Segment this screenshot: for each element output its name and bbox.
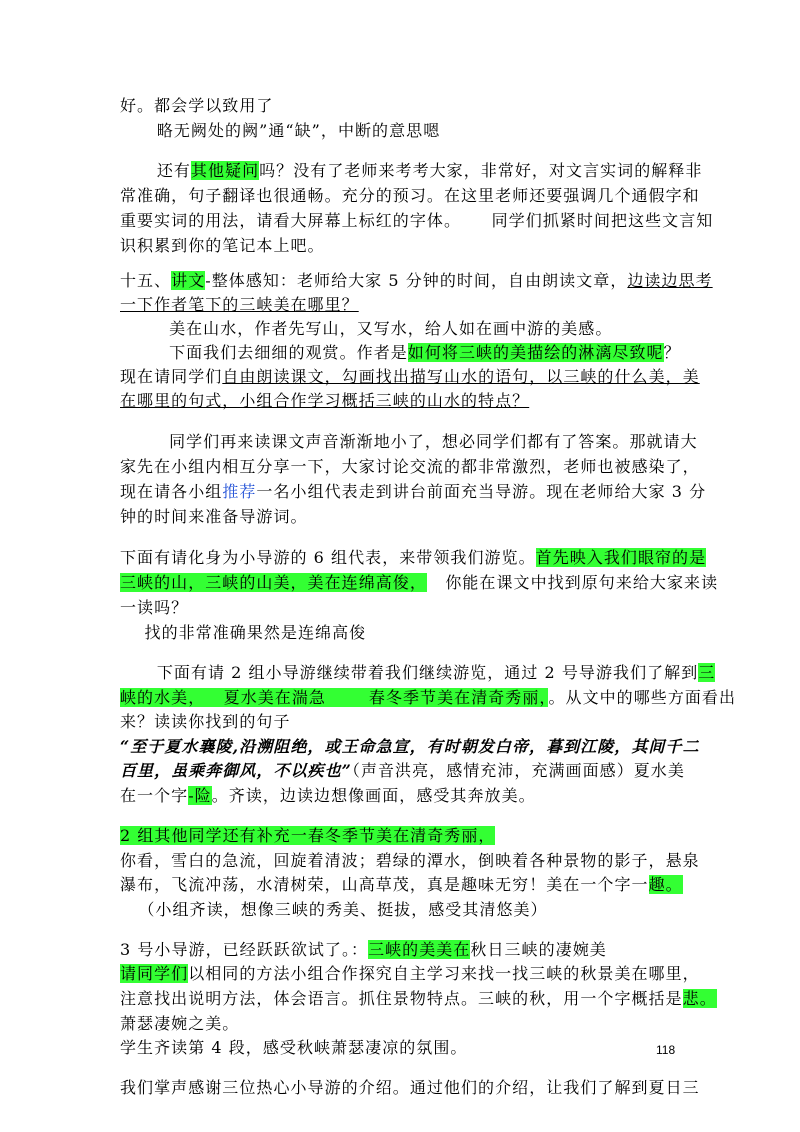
text-segment: “至于夏水襄陵,沿溯阻绝，或王命急宣，有时朝发白帝，暮到江陵，其间千二 (120, 737, 700, 756)
text-segment: 钟的时间来准备导游词。 (120, 507, 308, 526)
text-line (120, 711, 291, 733)
text-segment: 我们掌声感谢三位热心小导游的介绍。通过他们的介绍，让我们了解到夏日三 (120, 1078, 700, 1097)
text-line (120, 939, 607, 961)
text-segment: 家先在小组内相互分享一下，大家讨论交流的都非常激烈，老师也被感染了， (120, 457, 700, 476)
highlighted-text: 请同学们 (120, 964, 189, 983)
highlighted-text: 悲。 (682, 989, 717, 1008)
text-line (120, 874, 683, 896)
text-segment: 。从文中的哪些方面看出 (548, 688, 737, 707)
text-segment: 现在请同学们 (120, 367, 223, 386)
text-segment: 一名小组代表走到讲台前面充当导游。现在老师给大家 3 分 (256, 482, 707, 501)
text-segment: -整体感知：老师给大家 5 分钟的时间，自由朗读文章， (205, 271, 628, 290)
text-line (120, 210, 713, 232)
text-segment: 注意找出说明方法，体会语言。抓住景物特点。三峡的秋，用一个字概括是 (120, 989, 683, 1008)
highlighted-text: 三峡的美美在 (368, 940, 471, 959)
text-line (120, 456, 700, 478)
text-line (120, 825, 495, 847)
text-line (120, 481, 706, 503)
text-line (120, 160, 702, 182)
text-line (120, 390, 529, 412)
highlighted-text: 如何将三峡的美描绘的淋漓尽致呢 (407, 343, 664, 362)
text-segment: 现在请各小组 (120, 482, 223, 501)
text-line (120, 185, 700, 207)
text-segment: 。齐读，边读边想像画面，感受其奔放美。 (211, 786, 536, 805)
text-segment: 一读吗？ (120, 598, 189, 617)
text-segment: 边读边思考 (627, 271, 713, 290)
text-segment: 还有 (120, 161, 191, 180)
text-line (120, 760, 685, 782)
text-segment: 一下作者笔下的三峡美在哪里？ (120, 295, 359, 314)
text-segment: 学生齐读第 4 段，感受秋峡萧瑟凄凉的氛围。 (120, 1038, 468, 1057)
text-line (120, 785, 536, 807)
highlighted-text: 三峡的山，三峡的山美，美在连绵高俊， (120, 573, 427, 592)
text-segment: 同学们再来读课文声音渐渐地小了，想必同学们都有了答案。那就请大 (120, 432, 698, 451)
text-segment: 秋日三峡的凄婉美 (470, 940, 607, 959)
text-segment: 重要实词的用法，请看大屏幕上标红的字体。 同学们抓紧时间把这些文言知 (120, 211, 714, 230)
text-line (120, 318, 612, 340)
text-segment: 在哪里的句式，小组合作学习概括三峡的山水的特点？ (120, 391, 530, 410)
text-segment: ？ (663, 343, 681, 362)
text-line (120, 506, 308, 528)
page-number: 118 (656, 1043, 676, 1057)
text-segment: 以相同的方法小组合作探究自主学习来找一找三峡的秋景美在哪里， (188, 964, 700, 983)
text-line (120, 736, 700, 758)
text-line (120, 120, 440, 142)
text-line (120, 1037, 467, 1059)
text-line (120, 963, 700, 985)
text-line (120, 547, 706, 569)
text-line (120, 366, 700, 388)
highlighted-text: 其他疑问 (190, 161, 260, 180)
highlighted-text: 讲文 (171, 271, 206, 290)
text-line (120, 342, 681, 364)
text-line (120, 988, 717, 1010)
text-line (120, 1013, 239, 1035)
text-line (120, 235, 325, 257)
text-segment: 下面我们去细细的观赏。作者是 (120, 343, 408, 362)
text-segment: 你能在课文中找到原句来给大家来读 (426, 573, 719, 592)
text-segment: 常准确，句子翻译也很通畅。充分的预习。在这里老师还要强调几个通假字和 (120, 186, 700, 205)
text-line (120, 850, 700, 872)
text-segment: （声音洪亮，感情充沛，充满画面感）夏水美 (351, 761, 685, 780)
text-segment: 十五、 (120, 271, 172, 290)
text-line (120, 270, 713, 292)
text-segment: 萧瑟凄婉之美。 (120, 1014, 240, 1033)
text-line (120, 95, 273, 117)
text-line (120, 572, 718, 594)
highlighted-text: 三 (698, 663, 716, 682)
highlighted-text: 2 组其他同学还有补充一春冬季节美在清奇秀丽， (120, 826, 496, 845)
text-line (120, 622, 366, 644)
text-line (120, 294, 359, 316)
text-segment: 来？读读你找到的句子 (120, 712, 291, 731)
text-segment: 吗？没有了老师来考考大家，非常好，对文言实词的解释非 (259, 161, 703, 180)
text-segment: （小组齐读，想像三峡的秀美、挺拔，感受其清悠美） (120, 900, 548, 919)
highlighted-text: 峡的水美， 夏水美在湍急 春冬季节美在清奇秀丽， (120, 688, 549, 707)
text-segment: 美在山水，作者先写山，又写水，给人如在画中游的美感。 (120, 319, 613, 338)
text-segment: 略无阙处的阙”通“缺”，中断的意思嗯 (120, 121, 441, 140)
text-line (120, 899, 548, 921)
text-segment: 在一个字 (120, 786, 189, 805)
text-segment: 推荐 (222, 482, 257, 501)
text-line (120, 1077, 700, 1099)
text-line (120, 431, 698, 453)
text-segment: 自由朗读课文，勾画找出描写山水的语句，以三峡的什么美，美 (222, 367, 700, 386)
text-segment: 百里，虽乘奔御风，不以疾也” (120, 761, 352, 780)
text-segment: 瀑布，飞流冲荡，水清树荣，山高草茂，真是趣味无穷！美在一个字一 (120, 875, 649, 894)
text-segment: 下面有请 2 组小导游继续带着我们继续游览，通过 2 号导游我们了解到 (120, 663, 699, 682)
highlighted-text: -险 (188, 786, 212, 805)
text-segment: 好。都会学以致用了 (120, 96, 274, 115)
text-line (120, 662, 715, 684)
text-segment: 3 号小导游，已经跃跃欲试了。： (120, 940, 369, 959)
text-segment: 找的非常准确果然是连绵高俊 (120, 623, 367, 642)
text-line (120, 687, 736, 709)
highlighted-text: 首先映入我们眼帘的是 (535, 548, 707, 567)
highlighted-text: 趣。 (648, 875, 683, 894)
text-segment: 识积累到你的笔记本上吧。 (120, 236, 325, 255)
text-segment: 下面有请化身为小导游的 6 组代表，来带领我们游览。 (120, 548, 536, 567)
text-line (120, 597, 188, 619)
text-segment: 你看，雪白的急流，回旋着清波；碧绿的潭水，倒映着各种景物的影子，悬泉 (120, 851, 700, 870)
